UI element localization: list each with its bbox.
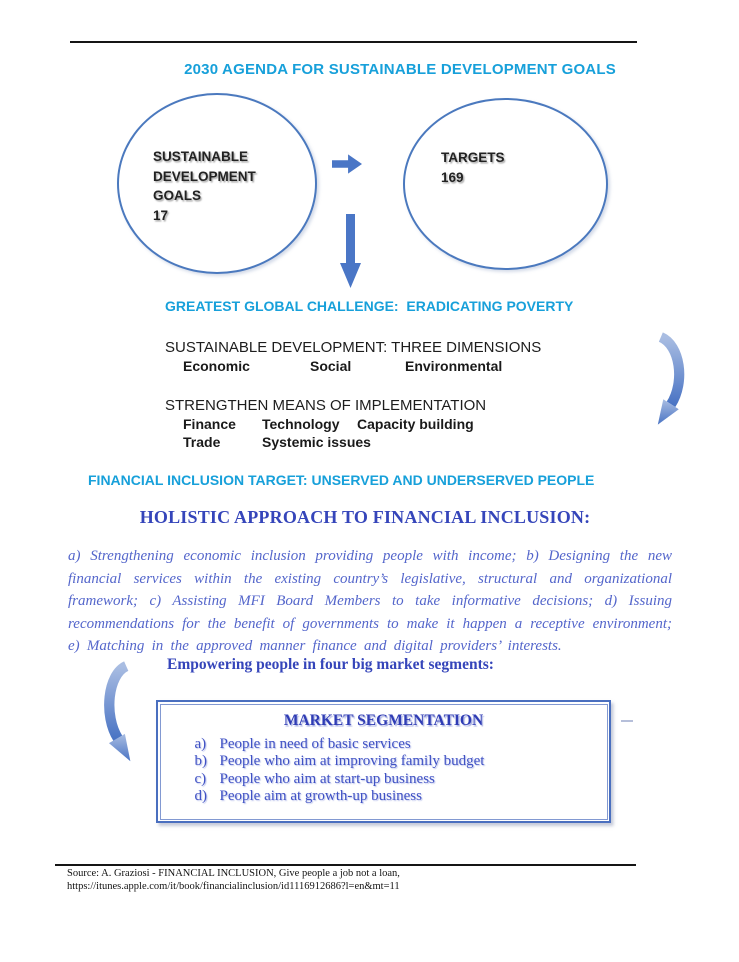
list-item-text: People who aim at start-up business <box>219 770 435 787</box>
bottom-divider-line <box>55 864 636 866</box>
implementation-systemic-issues: Systemic issues <box>262 434 371 450</box>
list-item-label: d) <box>194 788 207 805</box>
implementation-trade: Trade <box>183 434 221 450</box>
top-divider-line <box>70 41 637 43</box>
dimension-social: Social <box>310 358 352 374</box>
dimensions-heading: SUSTAINABLE DEVELOPMENT: THREE DIMENSIONS <box>165 339 542 356</box>
list-item <box>195 788 485 806</box>
list-item-label: a) <box>194 735 207 752</box>
source-citation-url: https://itunes.apple.com/it/book/financialinclusion/id1116912686?l=en&mt=11 <box>67 881 400 892</box>
sdg-circle-label <box>153 147 256 225</box>
targets-circle-label <box>441 148 505 187</box>
implementation-technology: Technology <box>262 416 340 432</box>
market-segmentation-list <box>195 736 485 806</box>
stray-dash-mark <box>621 720 633 722</box>
sdg-circle-line: SUSTAINABLE <box>153 149 249 164</box>
market-segmentation-inner-border <box>160 704 608 820</box>
greatest-challenge-heading: GREATEST GLOBAL CHALLENGE: ERADICATING POVERTY <box>165 298 574 314</box>
implementation-heading: STRENGTHEN MEANS OF IMPLEMENTATION <box>165 397 487 414</box>
targets-circle-line: TARGETS <box>441 150 505 165</box>
market-segmentation-box <box>156 700 611 823</box>
implementation-row-2 <box>0 434 739 452</box>
implementation-row-1 <box>0 416 739 434</box>
list-item <box>195 736 485 754</box>
dimension-economic: Economic <box>183 358 250 374</box>
list-item <box>195 771 485 789</box>
implementation-finance: Finance <box>183 416 236 432</box>
down-block-arrow-icon <box>340 213 361 289</box>
list-item-label: c) <box>194 770 207 787</box>
market-segmentation-title: MARKET SEGMENTATION <box>283 711 484 729</box>
list-item-text: People in need of basic services <box>219 735 411 752</box>
curved-down-arrow-right-icon <box>653 333 685 443</box>
source-citation-line1: Source: A. Graziosi - FINANCIAL INCLUSION, Give people a job not a loan, <box>67 868 400 879</box>
list-item-label: b) <box>194 753 207 770</box>
right-block-arrow-icon <box>332 154 362 174</box>
targets-circle <box>403 98 608 270</box>
list-item-text: People who aim at improving family budget <box>219 753 485 770</box>
curved-down-arrow-left-icon <box>103 662 135 786</box>
sdg-circle-line: DEVELOPMENT <box>153 168 256 184</box>
empowering-heading: Empowering people in four big market segments: <box>167 656 494 673</box>
sdg-circle-line: GOALS <box>153 188 202 203</box>
page-title: 2030 AGENDA FOR SUSTAINABLE DEVELOPMENT GOALS <box>184 61 616 78</box>
list-item-text: People aim at growth-up business <box>219 788 422 805</box>
dimensions-row <box>0 358 739 376</box>
targets-circle-line: 169 <box>441 169 464 185</box>
sdg-circle-line: 17 <box>153 207 169 223</box>
holistic-approach-paragraph: a) Strengthening economic inclusion providing people with income; b) Designing the new financial services within the existing country’s legislative, structural and organizational framework; c) Assisting MFI Board Members to take informative decisions; d) Issuing recommendations for the benefit of governments to make it happen a receptive environment; e) Matching in the approved manner finance and digital providers’ interests. <box>68 548 672 654</box>
financial-inclusion-target-heading: FINANCIAL INCLUSION TARGET: UNSERVED AND UNDERSERVED PEOPLE <box>88 472 595 488</box>
holistic-approach-heading: HOLISTIC APPROACH TO FINANCIAL INCLUSION: <box>139 507 591 527</box>
implementation-capacity-building: Capacity building <box>357 416 474 432</box>
list-item <box>195 753 485 771</box>
dimension-environmental: Environmental <box>405 358 503 374</box>
